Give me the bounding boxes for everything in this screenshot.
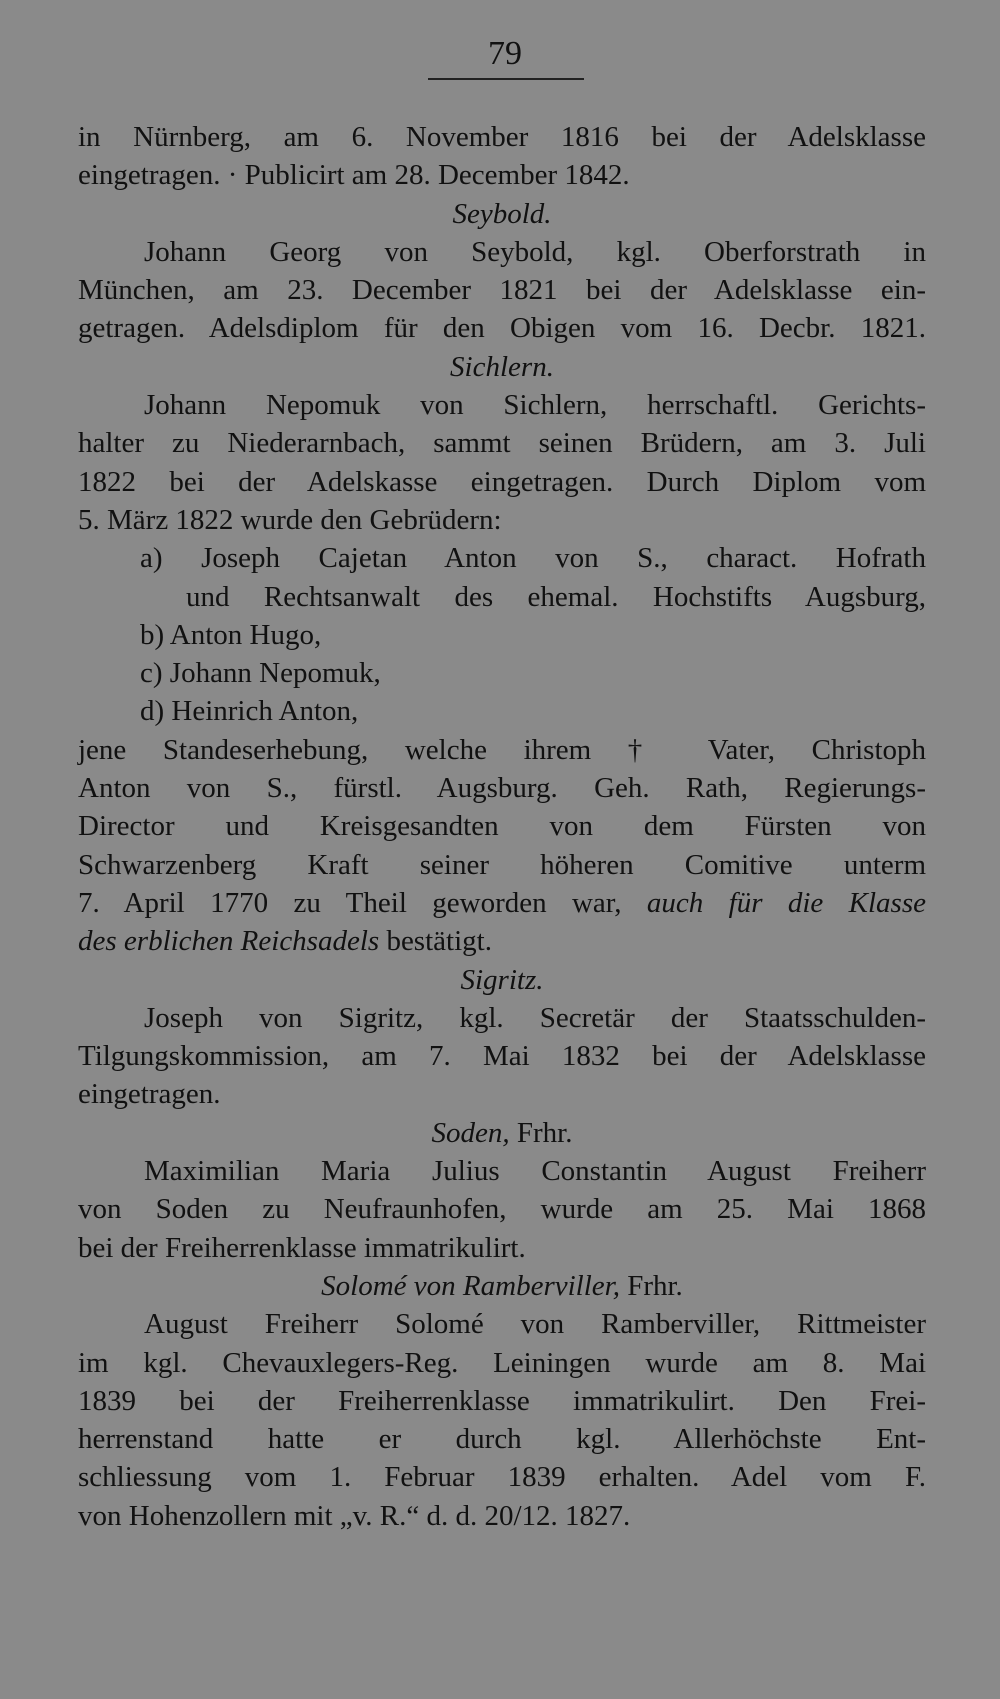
text-line: herrenstand hatte er durch kgl. Allerhöchste Ent- bbox=[78, 1423, 926, 1456]
text-line: bei der Freiherrenklasse immatrikulirt. bbox=[78, 1231, 526, 1264]
text-line: Johann Nepomuk von Sichlern, herrschaftl. Gerichts- bbox=[144, 389, 926, 422]
text-line: in Nürnberg, am 6. November 1816 bei der Adelsklasse bbox=[78, 121, 926, 153]
text-line: eingetragen. bbox=[78, 1078, 221, 1111]
list-item: b) Anton Hugo, bbox=[140, 618, 322, 651]
text-line: von Soden zu Neufraunhofen, wurde am 25. Mai 1868 bbox=[78, 1193, 926, 1226]
text-line: von Hohenzollern mit „v. R.“ d. d. 20/12. 1827. bbox=[78, 1499, 631, 1532]
heading-title: Frhr. bbox=[516, 1116, 573, 1149]
text-line: schliessung vom 1. Februar 1839 erhalten. Adel vom F. bbox=[78, 1461, 926, 1494]
text-line: halter zu Niederarnbach, sammt seinen Brüdern, am 3. Juli bbox=[78, 427, 926, 460]
heading-name: Solomé von Ramberviller, bbox=[321, 1269, 620, 1302]
list-item: c) Johann Nepomuk, bbox=[140, 657, 381, 690]
text-fragment: 7. April 1770 zu Theil geworden war, bbox=[78, 886, 622, 919]
text-line: jene Standeserhebung, welche ihrem † Vater, Christoph bbox=[78, 733, 926, 766]
page-body bbox=[78, 118, 926, 1535]
text-line: Tilgungskommission, am 7. Mai 1832 bei der Adelsklasse bbox=[78, 1040, 926, 1073]
heading-title: Frhr. bbox=[627, 1269, 683, 1302]
heading-name: Soden, bbox=[431, 1116, 510, 1149]
text-line: Anton von S., fürstl. Augsburg. Geh. Rath, Regierungs- bbox=[78, 772, 926, 805]
entry-heading-sigritz: Sigritz. bbox=[460, 963, 544, 996]
text-fragment: bestätigt. bbox=[386, 925, 492, 958]
list-item: a) Joseph Cajetan Anton von S., charact. Hofrath bbox=[140, 542, 926, 575]
entry-heading-solome bbox=[78, 1267, 926, 1305]
text-line: 1822 bei der Adelskasse eingetragen. Durch Diplom vom bbox=[78, 465, 926, 498]
page-number: 79 bbox=[488, 35, 522, 72]
text-line: Johann Georg von Seybold, kgl. Oberforstrath in bbox=[144, 235, 926, 268]
text-line: August Freiherr Solomé von Ramberviller, Rittmeister bbox=[144, 1308, 926, 1341]
header-rule bbox=[428, 78, 584, 80]
text-line: im kgl. Chevauxlegers-Reg. Leiningen wurde am 8. Mai bbox=[78, 1346, 926, 1379]
text-line bbox=[78, 922, 926, 960]
entry-heading-sichlern: Sichlern. bbox=[450, 350, 554, 383]
entry-heading-soden bbox=[78, 1114, 926, 1152]
entry-heading-seybold: Seybold. bbox=[452, 197, 552, 230]
list-item: d) Heinrich Anton, bbox=[140, 695, 359, 728]
text-line: Joseph von Sigritz, kgl. Secretär der Staatsschulden- bbox=[144, 1001, 926, 1034]
text-line: getragen. Adelsdiplom für den Obigen vom 16. Decbr. 1821. bbox=[78, 312, 926, 345]
text-line: Director und Kreisgesandten von dem Fürsten von bbox=[78, 810, 926, 843]
text-line: 1839 bei der Freiherrenklasse immatrikulirt. Den Frei- bbox=[78, 1384, 926, 1417]
text-line: 5. März 1822 wurde den Gebrüdern: bbox=[78, 503, 502, 536]
list-item-continuation: und Rechtsanwalt des ehemal. Hochstifts Augsburg, bbox=[186, 580, 926, 613]
italic-fragment: auch für die Klasse bbox=[646, 886, 926, 919]
text-line: eingetragen. · Publicirt am 28. December 1842. bbox=[78, 159, 630, 192]
text-line: Schwarzenberg Kraft seiner höheren Comitive unterm bbox=[78, 848, 926, 881]
text-line: München, am 23. December 1821 bei der Adelsklasse ein- bbox=[78, 274, 926, 307]
italic-fragment: des erblichen Reichsadels bbox=[78, 925, 380, 958]
text-line: Maximilian Maria Julius Constantin August Freiherr bbox=[144, 1155, 926, 1188]
text-line bbox=[78, 884, 926, 922]
